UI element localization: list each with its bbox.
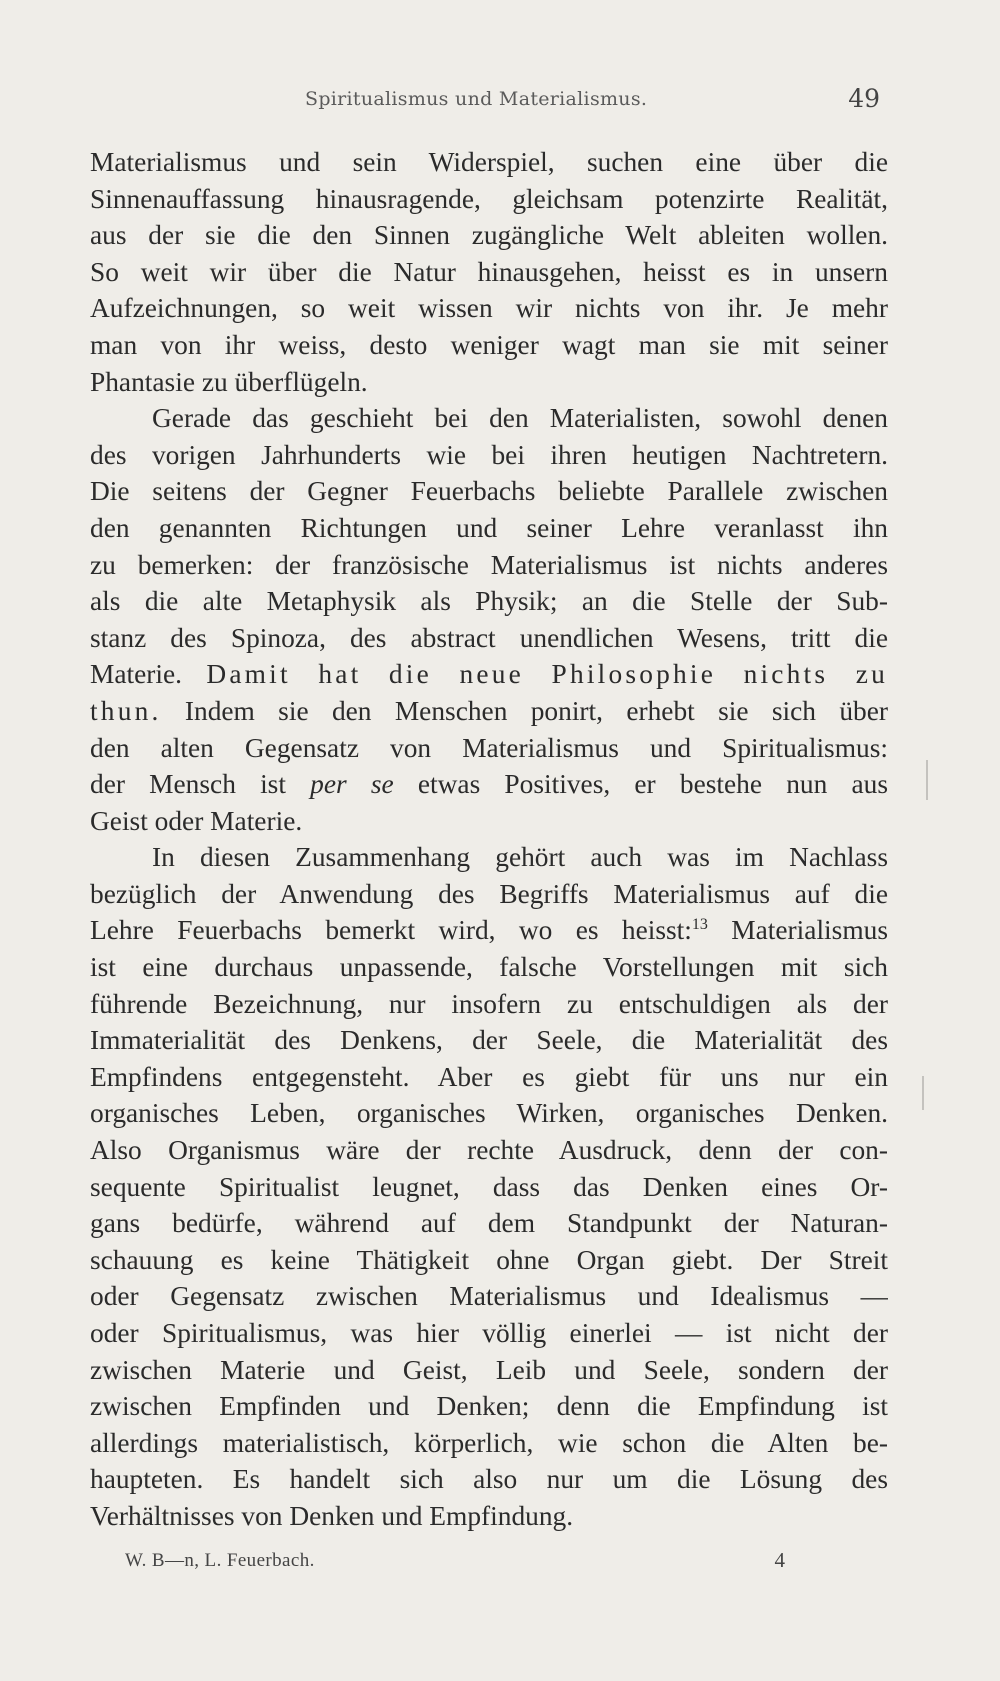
text-segment: Materialismus bbox=[707, 915, 888, 946]
margin-mark bbox=[922, 1076, 924, 1110]
page-number: 49 bbox=[848, 84, 880, 113]
text-line: Empfindens entgegensteht. Aber es giebt für uns nur ein bbox=[90, 1061, 888, 1092]
text-line: schauung es keine Thätigkeit ohne Organ giebt. Der Streit bbox=[90, 1244, 888, 1275]
text-line: gans bedürfe, während auf dem Standpunkt der Naturan- bbox=[90, 1208, 888, 1239]
signature-mark: W. B—n, L. Feuerbach. bbox=[125, 1550, 315, 1571]
text-line: aus der sie die den Sinnen zugängliche Welt ableiten wollen. bbox=[90, 220, 888, 251]
text-line: Geist oder Materie. bbox=[90, 805, 303, 836]
text-line: führende Bezeichnung, nur insofern zu entschuldigen als der bbox=[90, 988, 888, 1019]
text-line: zu bemerken: der französische Materialismus ist nichts anderes bbox=[90, 549, 888, 580]
footnote-reference: 13 bbox=[691, 916, 708, 934]
text-line bbox=[90, 912, 888, 949]
page-footer bbox=[125, 1550, 785, 1580]
body-text bbox=[90, 144, 888, 1535]
text-line: oder Gegensatz zwischen Materialismus und Idealismus — bbox=[90, 1281, 888, 1312]
text-line: als die alte Metaphysik als Physik; an die Stelle der Sub- bbox=[90, 586, 888, 617]
text-line: zwischen Materie und Geist, Leib und Seele, sondern der bbox=[90, 1354, 888, 1385]
text-line: organisches Leben, organisches Wirken, organisches Denken. bbox=[90, 1098, 888, 1129]
text-line: Also Organismus wäre der rechte Ausdruck, denn der con- bbox=[90, 1135, 888, 1166]
text-line: des vorigen Jahrhunderts wie bei ihren heutigen Nachtretern. bbox=[90, 439, 888, 470]
text-line bbox=[90, 693, 888, 730]
text-line: oder Spiritualismus, was hier völlig einerlei — ist nicht der bbox=[90, 1318, 888, 1348]
text-line: Aufzeichnungen, so weit wissen wir nichts von ihr. Je mehr bbox=[90, 293, 888, 324]
text-line: Immaterialität des Denkens, der Seele, die Materialität des bbox=[90, 1025, 888, 1056]
text-line: So weit wir über die Natur hinausgehen, heisst es in unsern bbox=[90, 256, 888, 287]
text-line bbox=[90, 656, 888, 693]
spaced-emphasis: Damit hat die neue Philosophie nichts zu bbox=[206, 659, 888, 690]
text-line: Gerade das geschieht bei den Materialisten, sowohl denen bbox=[152, 403, 888, 434]
text-line: Materialismus und sein Widerspiel, suchen eine über die bbox=[90, 147, 888, 177]
text-line: Phantasie zu überflügeln. bbox=[90, 366, 368, 397]
text-line: stanz des Spinoza, des abstract unendlichen Wesens, tritt die bbox=[90, 622, 888, 653]
text-line: Sinnenauffassung hinausragende, gleichsam potenzirte Realität, bbox=[90, 183, 888, 214]
spaced-emphasis: thun. bbox=[90, 695, 162, 726]
text-line: sequente Spiritualist leugnet, dass das Denken eines Or- bbox=[90, 1171, 888, 1202]
text-line: In diesen Zusammenhang gehört auch was im Nachlass bbox=[152, 842, 888, 873]
text-line: bezüglich der Anwendung des Begriffs Materialismus auf die bbox=[90, 878, 888, 909]
text-line bbox=[90, 766, 888, 803]
running-head: Spiritualismus und Materialismus. bbox=[305, 88, 648, 110]
sheet-number: 4 bbox=[774, 1548, 785, 1572]
text-line: zwischen Empfinden und Denken; denn die Empfindung ist bbox=[90, 1391, 888, 1422]
text-line: ist eine durchaus unpassende, falsche Vorstellungen mit sich bbox=[90, 952, 888, 983]
text-segment: Materie. bbox=[90, 659, 207, 690]
text-line: Verhältnisses von Denken und Empfindung. bbox=[90, 1500, 574, 1531]
text-segment: Lehre Feuerbachs bemerkt wird, wo es heisst: bbox=[90, 915, 692, 946]
text-line: Die seitens der Gegner Feuerbachs beliebte Parallele zwischen bbox=[90, 476, 888, 507]
text-segment: etwas Positives, er bestehe nun aus bbox=[393, 769, 888, 800]
text-line: den genannten Richtungen und seiner Lehre veranlasst ihn bbox=[90, 512, 888, 543]
italic-phrase: per se bbox=[310, 769, 394, 800]
text-line: haupteten. Es handelt sich also nur um die Lösung des bbox=[90, 1464, 888, 1495]
margin-mark bbox=[926, 760, 928, 800]
text-line: man von ihr weiss, desto weniger wagt man sie mit seiner bbox=[90, 329, 888, 360]
page-header bbox=[300, 84, 880, 124]
text-segment: der Mensch ist bbox=[90, 769, 311, 800]
text-line: allerdings materialistisch, körperlich, wie schon die Alten be- bbox=[90, 1427, 888, 1458]
text-segment: Indem sie den Menschen ponirt, erhebt sie sich über bbox=[161, 695, 888, 726]
text-line: den alten Gegensatz von Materialismus und Spiritualismus: bbox=[90, 732, 888, 763]
